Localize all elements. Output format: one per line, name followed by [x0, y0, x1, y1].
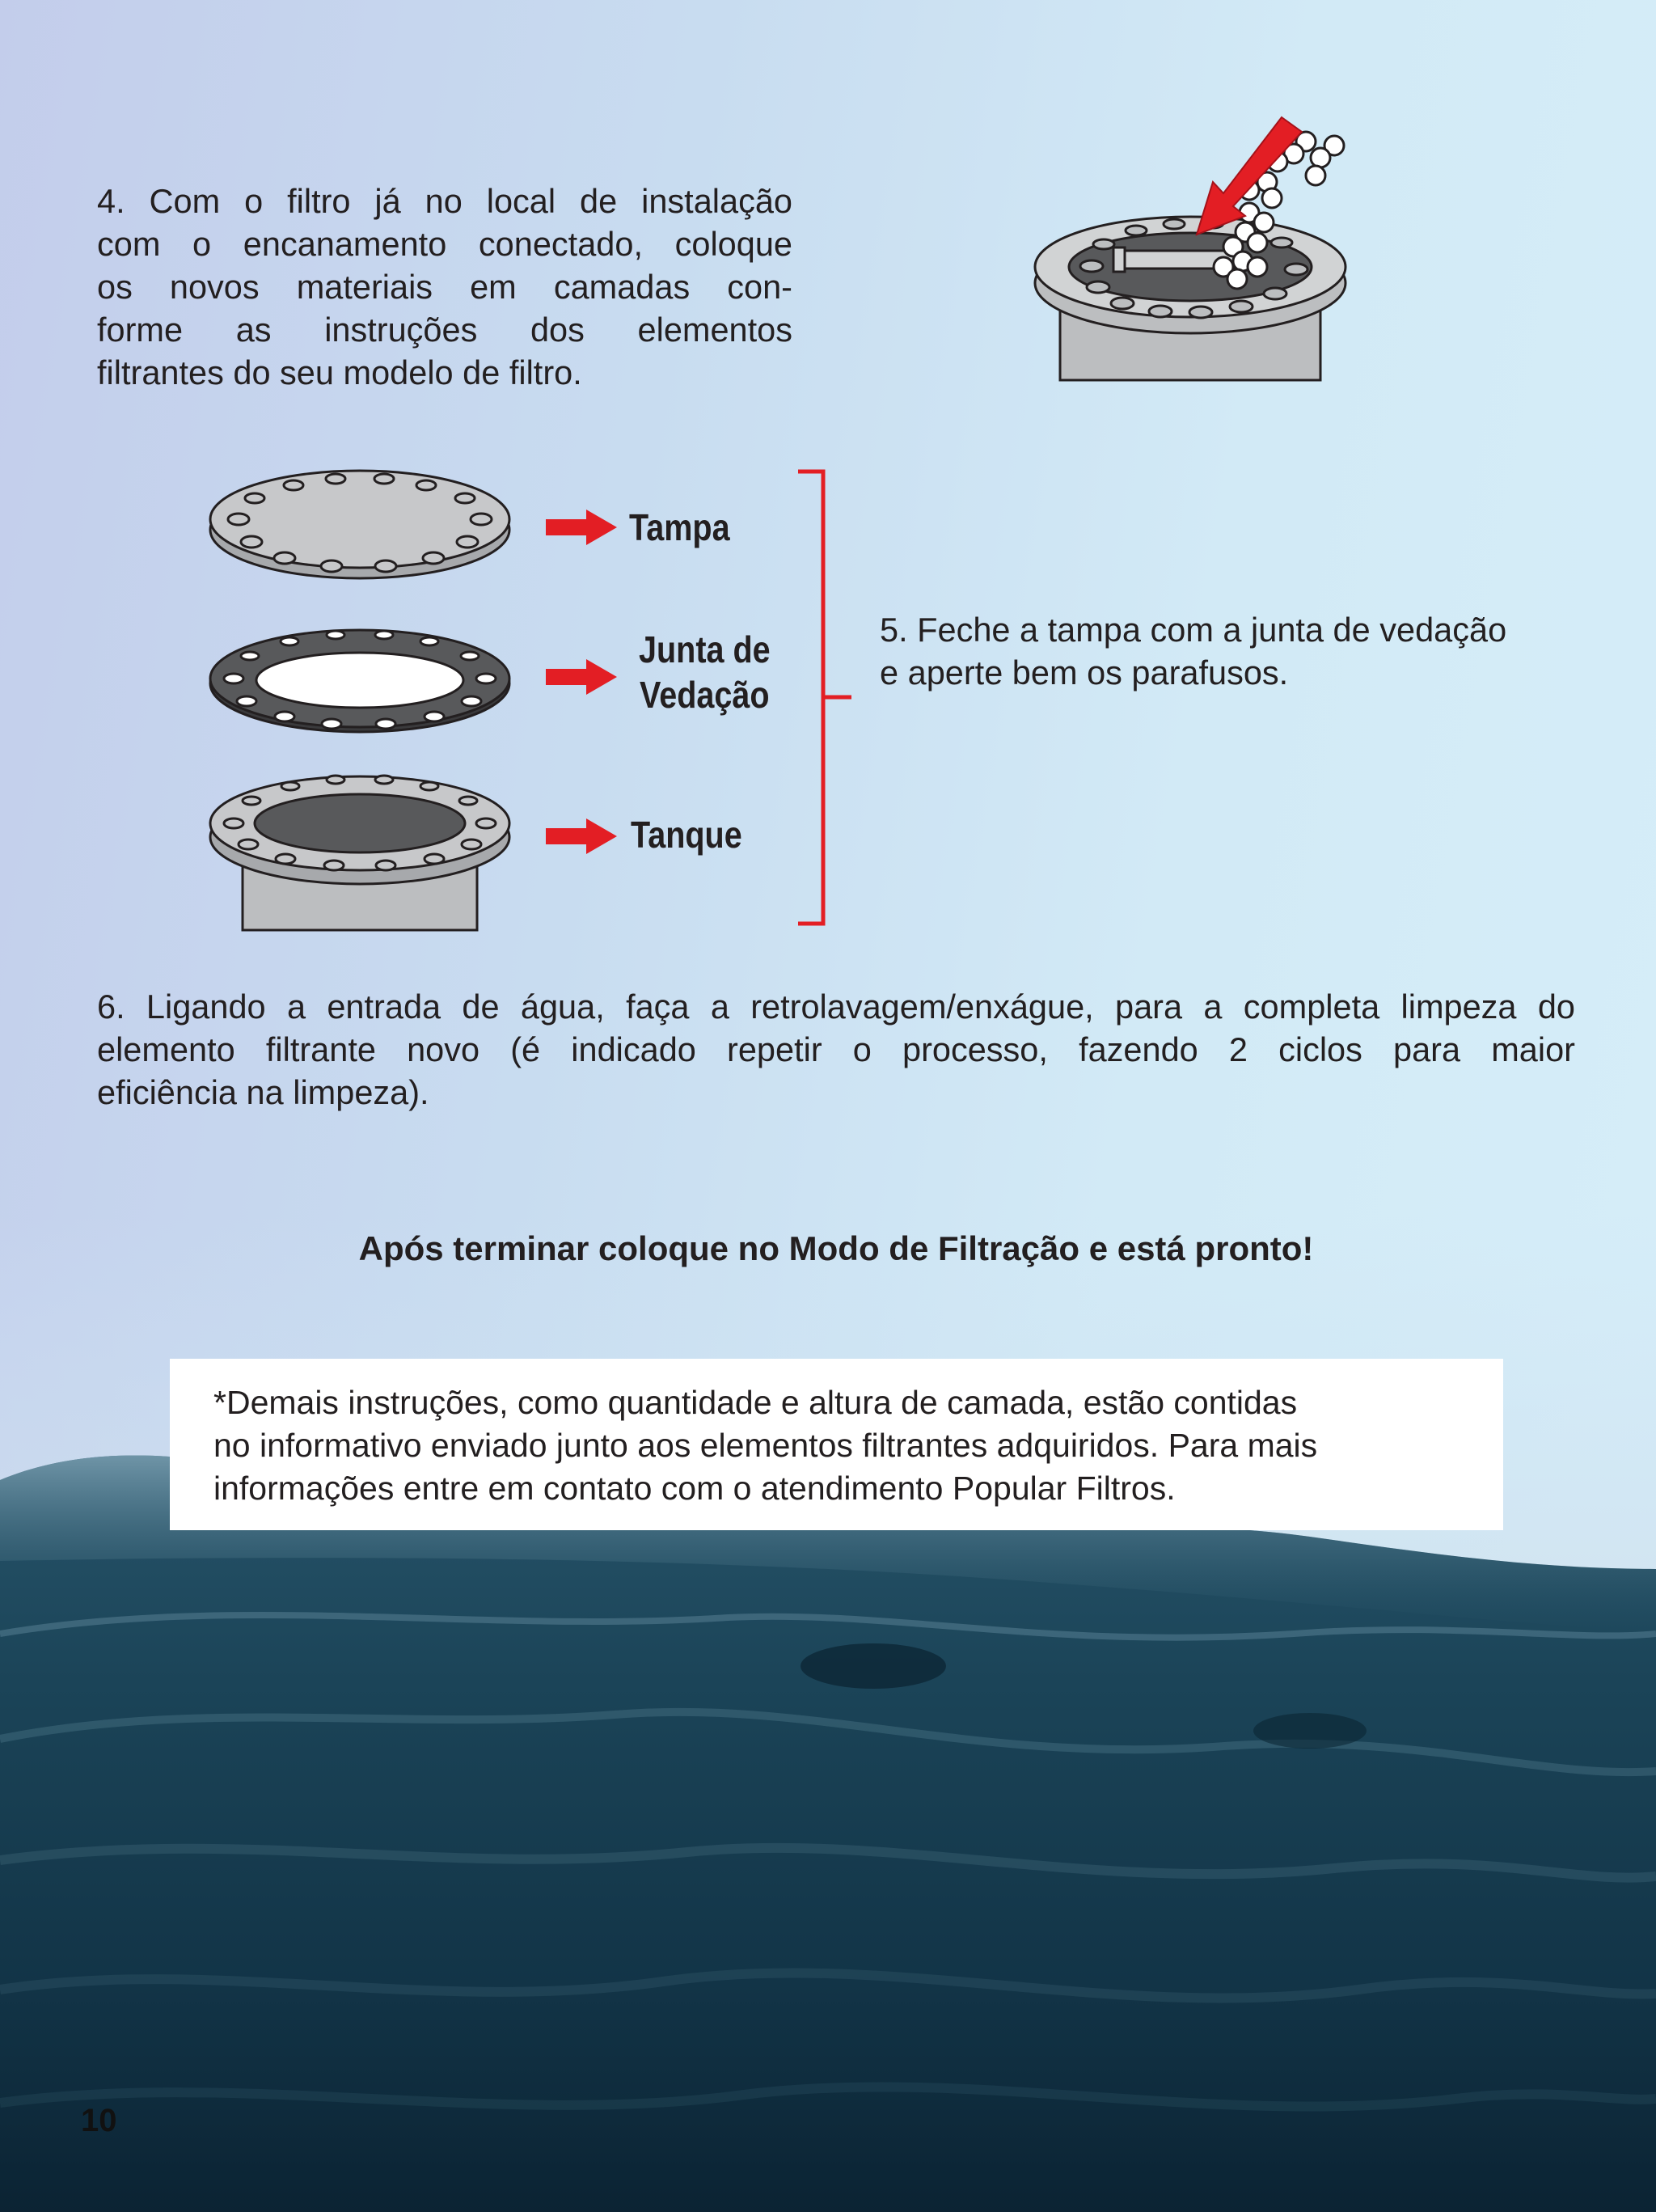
- step4-line: filtrantes do seu modelo de filtro.: [97, 353, 582, 391]
- note-box: [170, 1359, 1503, 1530]
- step4-line: 4. Com o filtro já no local de instalação: [97, 182, 792, 220]
- step6-line: elemento filtrante novo (é indicado repetir o processo, fazendo 2 ciclos para maior: [97, 1030, 1575, 1068]
- step5-line: 5. Feche a tampa com a junta de vedação: [880, 611, 1507, 649]
- gasket-illustration: [206, 627, 513, 736]
- step6-line: 6. Ligando a entrada de água, faça a retrolavagem/enxágue, para a completa limpeza do: [97, 988, 1575, 1026]
- gasket-label: [639, 627, 771, 717]
- step4-text: [97, 180, 792, 394]
- step4-line: com o encanamento conectado, coloque: [97, 225, 792, 263]
- tank-illustration: [206, 768, 513, 934]
- filter-tank-filling-illustration: [1015, 109, 1387, 388]
- step6-line: eficiência na limpeza).: [97, 1073, 429, 1111]
- note-line: no informativo enviado junto aos elementos filtrantes adquiridos. Para mais: [213, 1427, 1318, 1464]
- step5-line: e aperte bem os parafusos.: [880, 653, 1289, 692]
- page-number: 10: [81, 2103, 117, 2138]
- note-text: [213, 1381, 1475, 1510]
- note-line: informações entre em contato com o atendimento Popular Filtros.: [213, 1470, 1176, 1507]
- arrow-right-icon: [546, 818, 619, 854]
- completion-headline: Após terminar coloque no Modo de Filtração e está pronto!: [358, 1229, 1314, 1267]
- gasket-label-line1: Junta de: [639, 628, 771, 670]
- lid-illustration: [206, 469, 513, 582]
- step5-text: [880, 608, 1575, 694]
- arrow-right-icon: [546, 510, 619, 545]
- note-line: *Demais instruções, como quantidade e altura de camada, estão contidas: [213, 1384, 1298, 1421]
- step4-line: os novos materiais em camadas con-: [97, 268, 792, 306]
- bracket-divider: [796, 469, 853, 926]
- tank-label: Tanque: [631, 814, 742, 856]
- gasket-label-line2: Vedação: [640, 674, 770, 716]
- step4-line: forme as instruções dos elementos: [97, 311, 792, 349]
- step6-text: [97, 985, 1575, 1114]
- lid-label: Tampa: [629, 506, 730, 548]
- arrow-right-icon: [546, 659, 619, 695]
